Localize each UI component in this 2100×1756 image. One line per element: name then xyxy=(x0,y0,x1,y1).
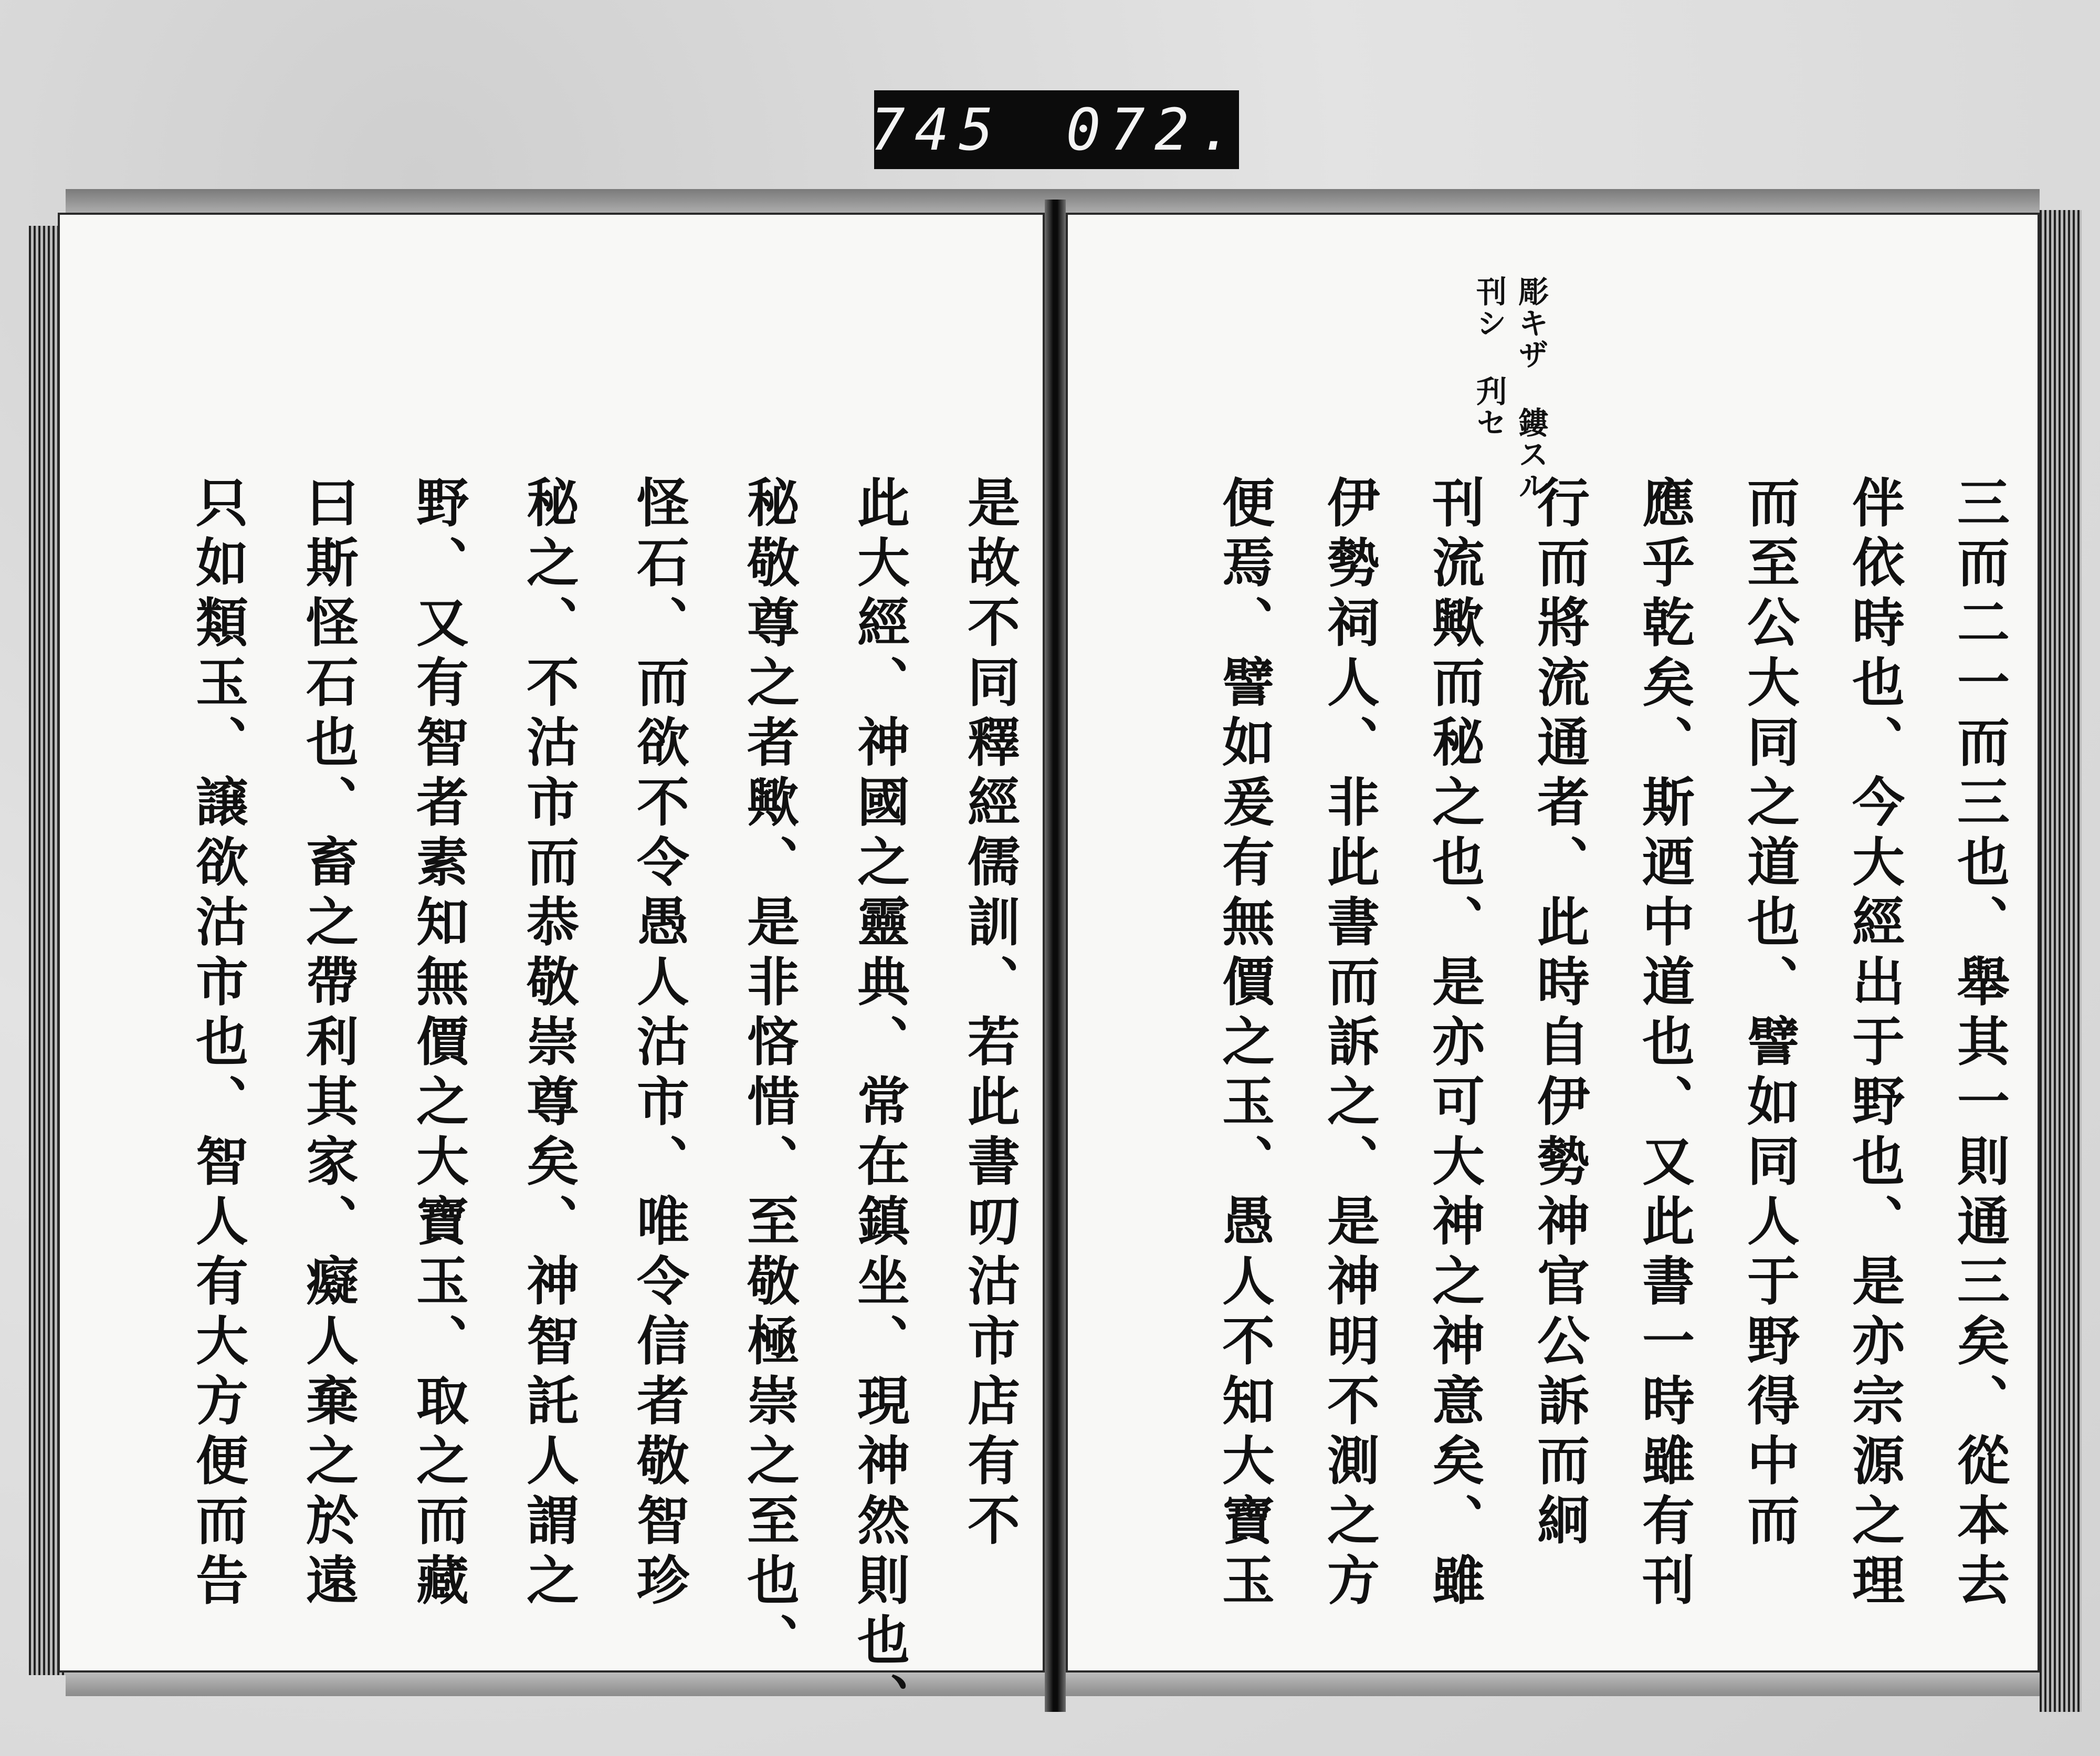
left-page-column-4: 秘之、不沽市而恭敬崇尊矣、神智託人謂之 xyxy=(518,475,580,1613)
right-page xyxy=(1066,213,2040,1673)
right-page-column-4: 應乎乾矣、斯迺中道也、又此書一時雖有刊 xyxy=(1633,475,1695,1613)
right-page-column-5: 行而將流通者、此時自伊勢神官公訴而絅 xyxy=(1528,475,1590,1553)
right-page-column-8: 便焉、譬如爰有無價之玉、愚人不知大寶玉 xyxy=(1213,475,1275,1613)
left-page-column-2: 曰斯怪石也、畜之帶利其家、癡人棄之於遠 xyxy=(297,475,359,1613)
left-page-column-5: 怪石、而欲不令愚人沽市、唯令信者敬智珍 xyxy=(628,475,690,1613)
right-page-edges xyxy=(2040,210,2082,1712)
open-book xyxy=(29,189,2082,1732)
left-page-column-3: 野、又有智者素知無價之大寶玉、取之而藏 xyxy=(407,475,469,1613)
frame-number-right: 072. xyxy=(1066,96,1243,163)
margin-note-1: 刊シ 刋セ xyxy=(1471,276,1507,438)
right-page-column-3: 而至公大同之道也、譬如同人于野得中而 xyxy=(1738,475,1800,1553)
right-page-column-6: 刊流歟而秘之也、是亦可大神之神意矣、雖 xyxy=(1423,475,1485,1613)
microfilm-frame-label xyxy=(870,90,1243,169)
book-spine xyxy=(1045,200,1066,1712)
right-page-column-2: 伴依時也、今大經出于野也、是亦宗源之理 xyxy=(1843,475,1905,1613)
right-page-column-7: 伊勢祠人、非此書而訴之、是神明不測之方 xyxy=(1318,475,1380,1613)
left-page-column-6: 秘敬尊之者歟、是非悋惜、至敬極崇之至也、 xyxy=(738,475,800,1673)
left-page-column-7: 此大經、神國之靈典、常在鎮坐、現神然則也、 xyxy=(848,475,910,1732)
left-page xyxy=(58,213,1045,1732)
margin-note-2: 彫キザ 鏤スル xyxy=(1513,276,1549,501)
left-page-column-8: 是故不同釋經儒訓、若此書叨沽市店有不 xyxy=(959,475,1021,1553)
right-page-column-1: 三而二一而三也、舉其一則通三矣、從本去 xyxy=(1948,475,2010,1613)
left-page-column-1: 只如類玉、譲欲沽市也、智人有大方便而告 xyxy=(187,475,249,1613)
frame-number-left: 745 xyxy=(870,96,1003,163)
